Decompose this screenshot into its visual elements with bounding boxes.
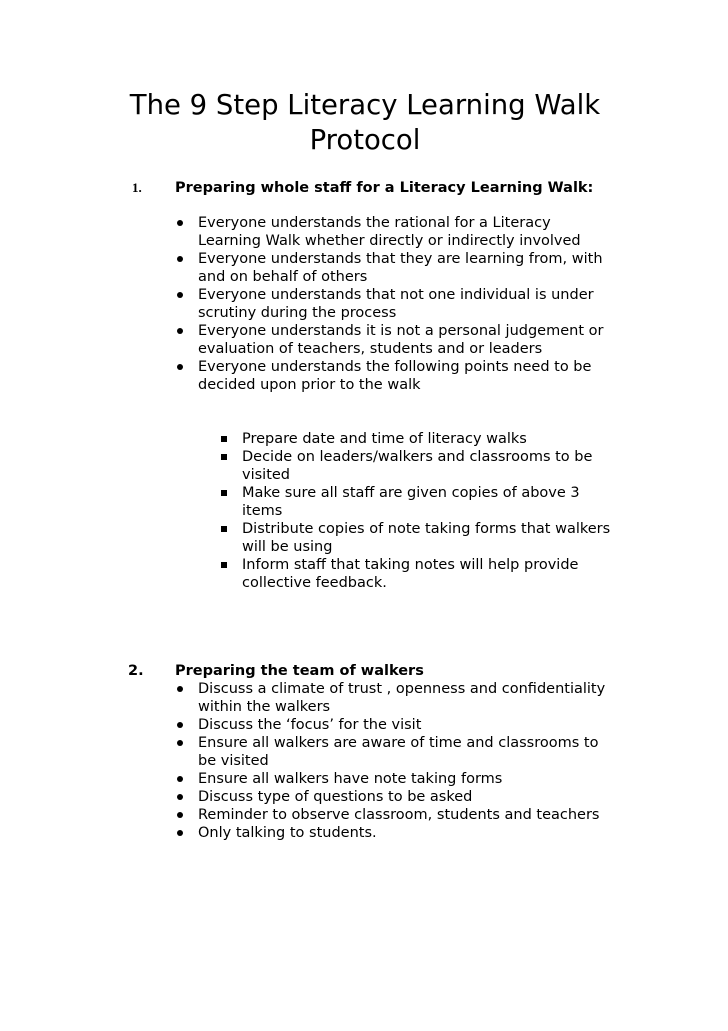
list-item-line: Everyone understands that they are learning from, with — [198, 251, 603, 267]
list-item-line: will be using — [242, 539, 333, 555]
document-title — [100, 88, 630, 158]
list-item-line: items — [242, 503, 283, 519]
list-item — [220, 484, 610, 520]
bullet-icon — [177, 328, 183, 334]
list-item — [175, 322, 603, 358]
list-item — [220, 448, 610, 484]
bullet-icon — [177, 686, 183, 692]
bullet-icon — [177, 776, 183, 782]
list-item — [175, 806, 605, 824]
list-item — [175, 716, 605, 734]
bullet-icon — [177, 220, 183, 226]
list-item-line: and on behalf of others — [198, 269, 368, 285]
square-bullet-icon — [221, 490, 227, 496]
list-item-line: Everyone understands the following points need to be — [198, 359, 592, 375]
list-item-line: collective feedback. — [242, 575, 387, 591]
list-item-line: visited — [242, 467, 291, 483]
list-item-line: Everyone understands it is not a personal judgement or — [198, 323, 604, 339]
list-item-line: Prepare date and time of literacy walks — [242, 431, 527, 447]
list-item-line: Ensure all walkers are aware of time and classrooms to — [198, 735, 599, 751]
list-item-line: Discuss the ‘focus’ for the visit — [198, 717, 422, 733]
list-item-line: Discuss type of questions to be asked — [198, 789, 473, 805]
list-item-line: Reminder to observe classroom, students and teachers — [198, 807, 600, 823]
list-item — [175, 250, 603, 286]
section-number: 2. — [128, 663, 144, 679]
section-number: 1. — [132, 180, 142, 195]
list-item-line: Ensure all walkers have note taking forms — [198, 771, 503, 787]
list-item — [175, 358, 603, 394]
square-bullet-icon — [221, 436, 227, 442]
list-item — [220, 556, 610, 592]
list-item — [220, 430, 610, 448]
list-item-line: be visited — [198, 753, 269, 769]
bullet-icon — [177, 722, 183, 728]
list-item — [175, 734, 605, 770]
bullet-list — [175, 680, 605, 842]
list-item — [175, 286, 603, 322]
bullet-icon — [177, 740, 183, 746]
bullet-list — [175, 214, 603, 394]
list-item-line: Learning Walk whether directly or indirectly involved — [198, 233, 581, 249]
list-item-line: decided upon prior to the walk — [198, 377, 421, 393]
list-item-line: within the walkers — [198, 699, 331, 715]
list-item-line: Everyone understands the rational for a Literacy — [198, 215, 551, 231]
list-item — [175, 770, 605, 788]
list-item-line: Distribute copies of note taking forms that walkers — [242, 521, 611, 537]
list-item-line: scrutiny during the process — [198, 305, 397, 321]
list-item-line: Only talking to students. — [198, 825, 377, 841]
bullet-icon — [177, 292, 183, 298]
bullet-icon — [177, 256, 183, 262]
list-item-line: Inform staff that taking notes will help provide — [242, 557, 579, 573]
square-bullet-icon — [221, 526, 227, 532]
bullet-icon — [177, 830, 183, 836]
square-bullet-icon — [221, 562, 227, 568]
title-line-1: The 9 Step Literacy Learning Walk — [129, 89, 601, 121]
list-item-line: Make sure all staff are given copies of above 3 — [242, 485, 580, 501]
list-item — [175, 680, 605, 716]
list-item — [175, 788, 605, 806]
list-item — [220, 520, 610, 556]
list-item — [175, 214, 603, 250]
bullet-icon — [177, 364, 183, 370]
list-item-line: Decide on leaders/walkers and classrooms to be — [242, 449, 593, 465]
list-item-line: Everyone understands that not one individual is under — [198, 287, 594, 303]
bullet-icon — [177, 794, 183, 800]
section-heading: Preparing the team of walkers — [175, 663, 424, 679]
section-heading: Preparing whole staff for a Literacy Learning Walk: — [175, 180, 594, 196]
bullet-icon — [177, 812, 183, 818]
list-item-line: evaluation of teachers, students and or leaders — [198, 341, 543, 357]
sub-bullet-list — [220, 430, 610, 592]
title-line-2: Protocol — [309, 124, 421, 156]
square-bullet-icon — [221, 454, 227, 460]
list-item-line: Discuss a climate of trust , openness and confidentiality — [198, 681, 606, 697]
list-item — [175, 824, 605, 842]
